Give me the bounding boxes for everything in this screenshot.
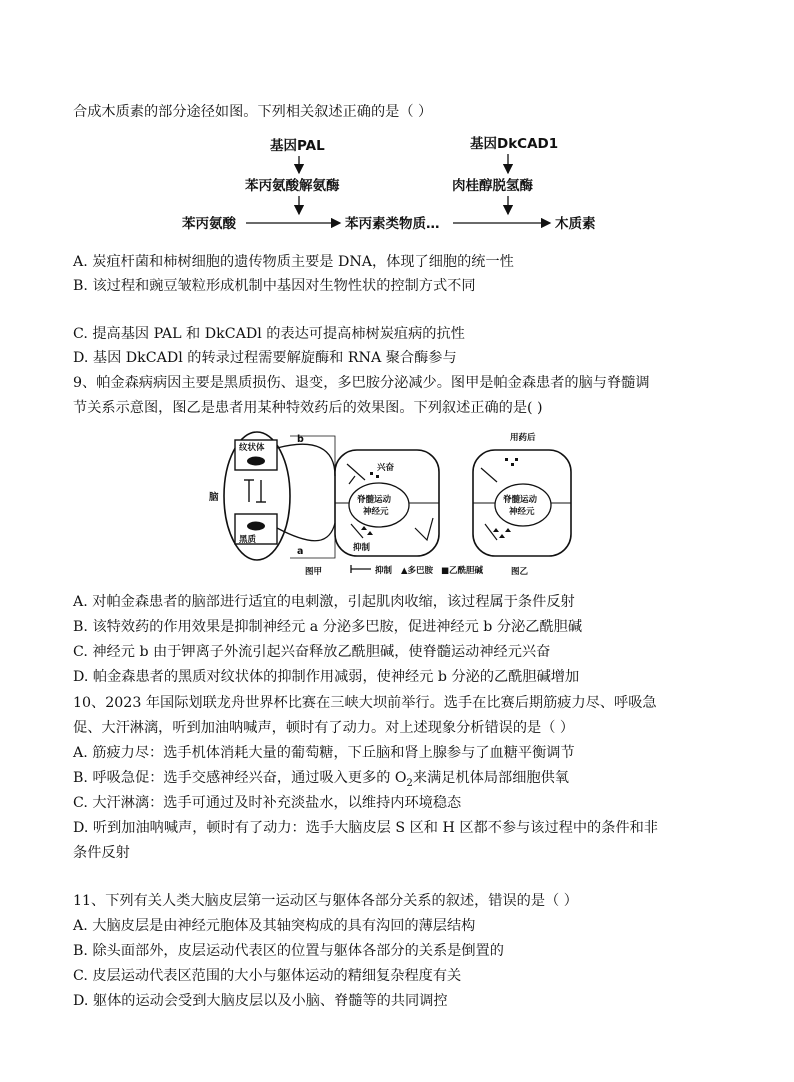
q10-stem-line1: 10、2023 年国际划联龙舟世界杯比赛在三峡大坝前举行。选手在比赛后期筋疲力尽、呼吸急 — [73, 695, 657, 711]
q8-option-c: C. 提高基因 PAL 和 DkCADl 的表达可提高柿树炭疽病的抗性 — [73, 326, 465, 342]
gene-dkcad1-label: 基因DkCAD1 — [470, 136, 559, 152]
q8-option-a: A. 炭疽杆菌和柿树细胞的遗传物质主要是 DNA，体现了细胞的统一性 — [73, 254, 514, 270]
q11-stem: 11、下列有关人类大脑皮层第一运动区与躯体各部分关系的叙述，错误的是（ ） — [73, 893, 578, 909]
caption-fig-a: 图甲 — [305, 567, 323, 577]
neuron-line2-a: 神经元 — [363, 507, 389, 517]
q9-stem-line1: 9、帕金森病病因主要是黑质损伤、退变，多巴胺分泌减少。图甲是帕金森患者的脑与脊髓调 — [73, 375, 650, 391]
inhibit-label-a: 抑制 — [353, 543, 371, 553]
excite-label: 兴奋 — [377, 463, 395, 473]
q10-option-d-line1: D. 听到加油呐喊声，顿时有了动力：选手大脑皮层 S 区和 H 区都不参与该过程中的条件和非 — [73, 820, 658, 836]
q11-option-b: B. 除头面部外，皮层运动代表区的位置与躯体各部分的关系是倒置的 — [73, 943, 504, 959]
brain-label: 脑 — [209, 492, 219, 503]
lignin-pathway-diagram — [170, 128, 610, 240]
q10-option-d-line2: 条件反射 — [73, 845, 130, 861]
q11-option-c: C. 皮层运动代表区范围的大小与躯体运动的精细复杂程度有关 — [73, 968, 462, 984]
substrate-label: 苯丙氨酸 — [182, 216, 236, 232]
q11-option-d: D. 躯体的运动会受到大脑皮层以及小脑、脊髓等的共同调控 — [73, 993, 448, 1009]
q9-option-d: D. 帕金森患者的黑质对纹状体的抑制作用减弱，使神经元 b 分泌的乙酰胆碱增加 — [73, 669, 580, 685]
parkinson-figure — [205, 428, 575, 583]
neuron-line1-b: 脊髓运动 — [503, 495, 538, 505]
neuron-line1-a: 脊髓运动 — [357, 495, 392, 505]
q9-option-c: C. 神经元 b 由于钾离子外流引起兴奋释放乙酰胆碱，使脊髓运动神经元兴奋 — [73, 644, 551, 660]
legend-ach: ■乙酰胆碱 — [441, 566, 484, 576]
caption-fig-b: 图乙 — [511, 567, 529, 577]
striatum-label: 纹状体 — [239, 443, 265, 453]
after-drug-label: 用药后 — [510, 433, 536, 443]
q10-stem-line2: 促、大汗淋漓，听到加油呐喊声，顿时有了动力。对上述现象分析错误的是（ ） — [73, 720, 575, 736]
neuron-a-label: a — [297, 546, 304, 557]
q9-option-a: A. 对帕金森患者的脑部进行适宜的电刺激，引起肌肉收缩，该过程属于条件反射 — [73, 594, 575, 610]
legend-inhibit: 抑制 — [375, 566, 393, 576]
q9-option-b: B. 该特效药的作用效果是抑制神经元 a 分泌多巴胺，促进神经元 b 分泌乙酰胆碱 — [73, 619, 583, 635]
product-label: 木质素 — [555, 216, 596, 232]
legend-dopamine: ▲多巴胺 — [401, 566, 434, 576]
middle-label: 苯丙素类物质… — [345, 216, 440, 232]
q10-option-c: C. 大汗淋漓：选手可通过及时补充淡盐水，以维持内环境稳态 — [73, 795, 462, 811]
substantia-nigra-label: 黑质 — [239, 535, 257, 545]
q10-option-a: A. 筋疲力尽：选手机体消耗大量的葡萄糖，下丘脑和肾上腺参与了血糖平衡调节 — [73, 745, 575, 761]
neuron-b-label: b — [297, 434, 304, 445]
enzyme-pal-label: 苯丙氨酸解氨酶 — [245, 178, 340, 194]
enzyme-cad-label: 肉桂醇脱氢酶 — [452, 178, 533, 194]
q8-option-b: B. 该过程和豌豆皱粒形成机制中基因对生物性状的控制方式不同 — [73, 278, 476, 294]
q8-option-d: D. 基因 DkCADl 的转录过程需要解旋酶和 RNA 聚合酶参与 — [73, 350, 457, 366]
gene-pal-label: 基因PAL — [270, 138, 325, 154]
q8-stem: 合成木质素的部分途径如图。下列相关叙述正确的是（ ） — [73, 104, 433, 120]
q10-option-b: B. 呼吸急促：选手交感神经兴奋，通过吸入更多的 $O_2$来满足机体局部细胞供氧 — [73, 770, 569, 789]
q11-option-a: A. 大脑皮层是由神经元胞体及其轴突构成的具有沟回的薄层结构 — [73, 918, 476, 934]
neuron-line2-b: 神经元 — [509, 507, 535, 517]
q9-stem-line2: 节关系示意图，图乙是患者用某种特效药后的效果图。下列叙述正确的是( ) — [73, 400, 543, 416]
